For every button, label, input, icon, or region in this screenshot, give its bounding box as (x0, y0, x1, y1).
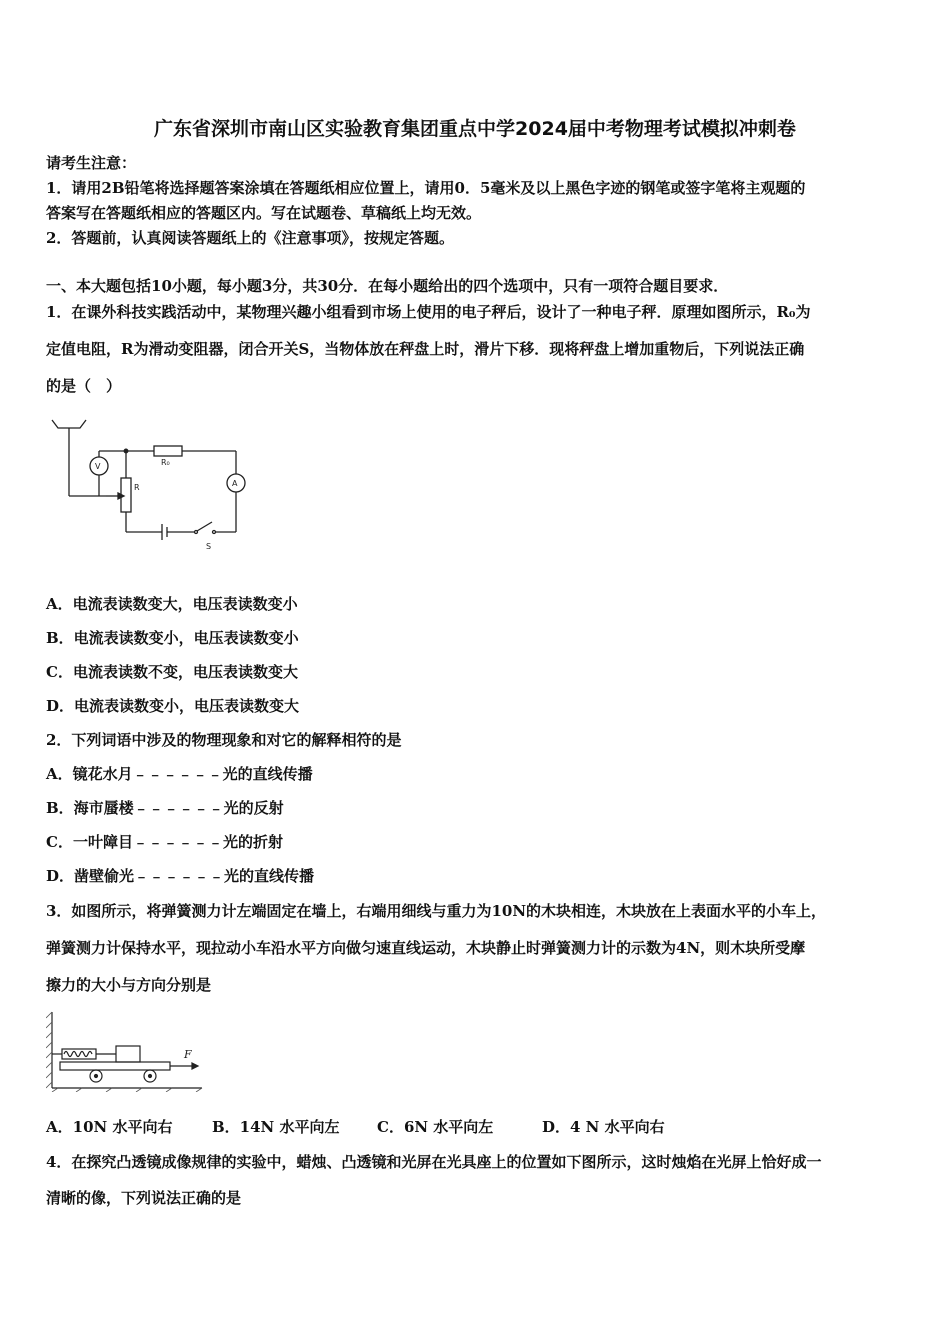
s-label: S (206, 542, 212, 551)
r0-resistor (154, 446, 182, 456)
v-label: V (95, 462, 101, 471)
q1-option-c[interactable]: C．电流表读数不变，电压表读数变大 (46, 663, 298, 681)
q3-line-2: 弹簧测力计保持水平，现拉动小车沿水平方向做匀速直线运动，木块静止时弹簧测力计的示数为4N，则木块所受摩 (46, 939, 806, 957)
q1-line-2: 定值电阻，R为滑动变阻器，闭合开关S，当物体放在秤盘上时，滑片下移．现将秤盘上增加重物后，下列说法正确 (46, 340, 805, 358)
section-heading: 一、本大题包括10小题，每小题3分，共30分．在每小题给出的四个选项中，只有一项符合题目要求． (46, 277, 729, 295)
notice-line-1b: 答案写在答题纸相应的答题区内。写在试题卷、草稿纸上均无效。 (46, 204, 482, 222)
q1-line-3: 的是（ ） (46, 377, 122, 395)
scale-pan (52, 420, 86, 428)
q4-line-2: 清晰的像，下列说法正确的是 (46, 1189, 242, 1207)
q2-option-c[interactable]: C．一叶障目﹣﹣﹣﹣﹣﹣光的折射 (46, 833, 283, 851)
q1-option-d[interactable]: D．电流表读数变小，电压表读数变大 (46, 697, 300, 715)
switch (197, 522, 212, 531)
q2-option-a[interactable]: A．镜花水月﹣﹣﹣﹣﹣﹣光的直线传播 (46, 765, 313, 783)
q1-option-a[interactable]: A．电流表读数变大，电压表读数变小 (46, 595, 298, 613)
q2-option-b[interactable]: B．海市蜃楼﹣﹣﹣﹣﹣﹣光的反射 (46, 799, 284, 817)
r-label: R (134, 483, 140, 492)
q3-option-c[interactable]: C．6N 水平向左 (377, 1118, 494, 1136)
q3-line-3: 擦力的大小与方向分别是 (46, 976, 212, 994)
q1-circuit-figure (44, 408, 264, 558)
q3-option-b[interactable]: B．14N 水平向左 (212, 1118, 340, 1136)
q4-line-1: 4．在探究凸透镜成像规律的实验中，蜡烛、凸透镜和光屏在光具座上的位置如下图所示，这时烛焰在光屏上恰好成一 (46, 1153, 822, 1171)
r0-label: R₀ (161, 458, 170, 467)
q2-stem: 2．下列词语中涉及的物理现象和对它的解释相符的是 (46, 731, 402, 749)
q3-option-a[interactable]: A．10N 水平向右 (46, 1118, 173, 1136)
cart (60, 1062, 170, 1070)
q3-line-1: 3．如图所示，将弹簧测力计左端固定在墙上，右端用细线与重力为10N的木块相连，木块放在上表面水平的小车上， (46, 902, 827, 920)
q1-line-1: 1．在课外科技实践活动中，某物理兴趣小组看到市场上使用的电子秤后，设计了一种电子秤．原理如图所示，R₀为 (46, 303, 811, 321)
notice-line-2: 2．答题前，认真阅读答题纸上的《注意事项》，按规定答题。 (46, 229, 454, 247)
notice-heading: 请考生注意： (46, 154, 137, 172)
wood-block (116, 1046, 140, 1062)
q3-option-d[interactable]: D．4 N 水平向右 (542, 1118, 665, 1136)
spring-scale (62, 1049, 96, 1059)
notice-line-1: 1．请用2B铅笔将选择题答案涂填在答题纸相应位置上，请用0．5毫米及以上黑色字迹的钢笔或签字笔将主观题的 (46, 179, 806, 197)
page-title: 广东省深圳市南山区实验教育集团重点中学2024届中考物理考试模拟冲刺卷 (154, 118, 796, 140)
q2-option-d[interactable]: D．凿壁偷光﹣﹣﹣﹣﹣﹣光的直线传播 (46, 867, 315, 885)
q1-option-b[interactable]: B．电流表读数变小，电压表读数变小 (46, 629, 299, 647)
a-label: A (232, 479, 238, 488)
f-label: F (184, 1048, 192, 1061)
q3-cart-figure (46, 1008, 206, 1092)
